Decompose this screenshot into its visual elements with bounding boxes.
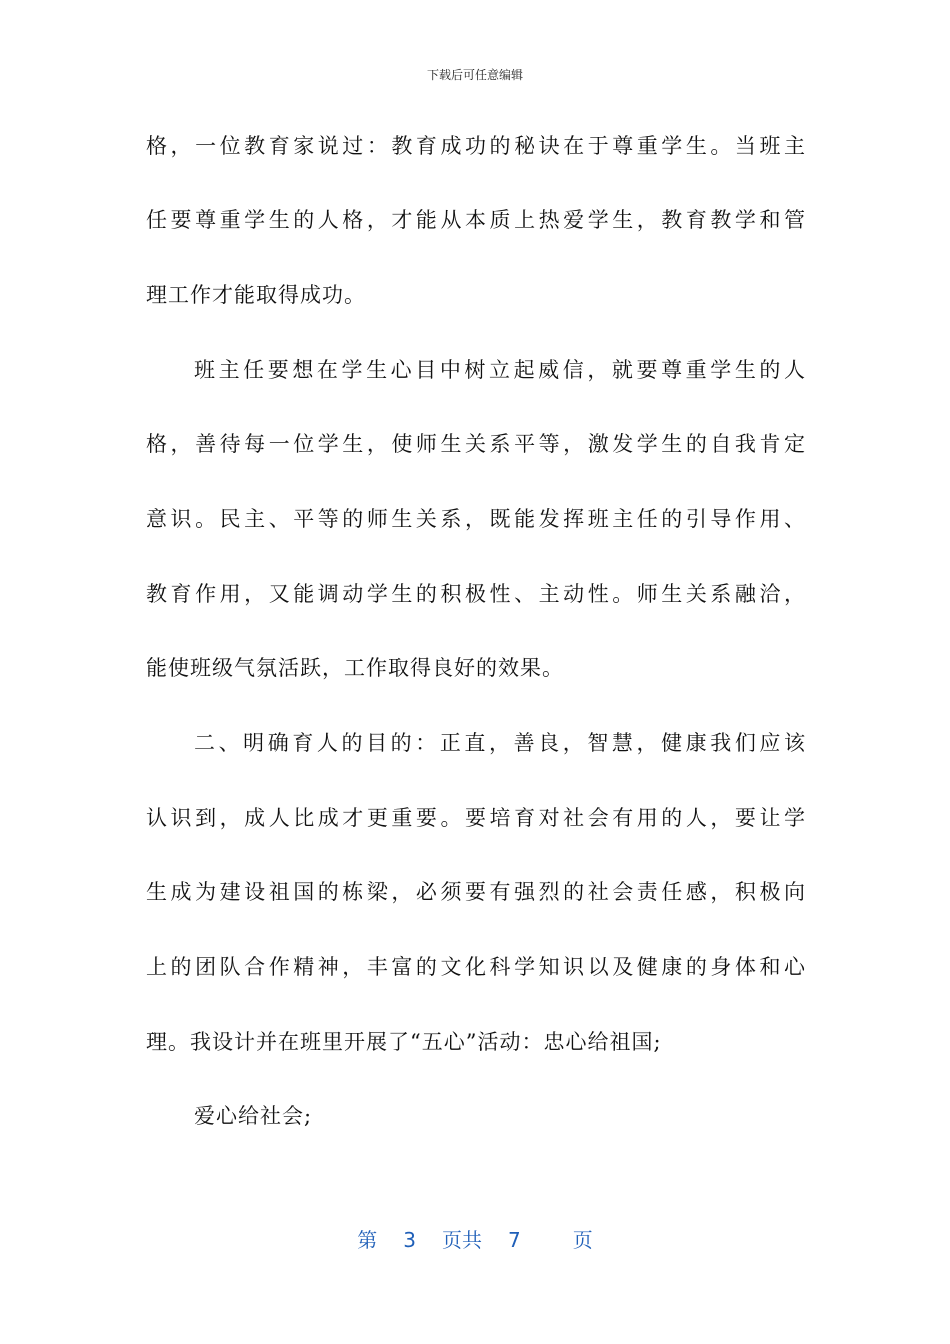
page-label-prefix: 第 [357,1228,378,1252]
page-label-suffix: 页 [572,1228,593,1252]
text-line: 二、明确育人的目的：正直，善良，智慧，健康我们应该 [194,731,806,755]
total-page-number: 7 [508,1228,521,1252]
text-line: 意识。民主、平等的师生关系，既能发挥班主任的引导作用、 [146,507,806,531]
text-line: 格，一位教育家说过：教育成功的秘诀在于尊重学生。当班主 [146,134,806,158]
text-line: 班主任要想在学生心目中树立起威信，就要尊重学生的人 [194,358,806,382]
text-line: 上的团队合作精神，丰富的文化科学知识以及健康的身体和心 [146,955,806,979]
page-header: 下载后可任意编辑 [426,68,523,82]
text-line: 格，善待每一位学生，使师生关系平等，激发学生的自我肯定 [146,432,806,456]
text-line: 任要尊重学生的人格，才能从本质上热爱学生，教育教学和管 [146,208,806,232]
text-line: 理工作才能取得成功。 [146,283,366,307]
text-line: 能使班级气氛活跃，工作取得良好的效果。 [146,656,564,680]
text-line: 爱心给社会; [194,1104,313,1128]
text-line: 理。我设计并在班里开展了“五心”活动：忠心给祖国; [146,1030,662,1054]
page-label-middle: 页共 [442,1228,482,1252]
text-line: 生成为建设祖国的栋梁，必须要有强烈的社会责任感，积极向 [146,880,806,904]
current-page-number: 3 [403,1228,416,1252]
text-line: 教育作用，又能调动学生的积极性、主动性。师生关系融洽， [146,582,806,606]
text-line: 认识到，成人比成才更重要。要培育对社会有用的人，要让学 [146,806,806,830]
page-footer [0,1226,950,1254]
